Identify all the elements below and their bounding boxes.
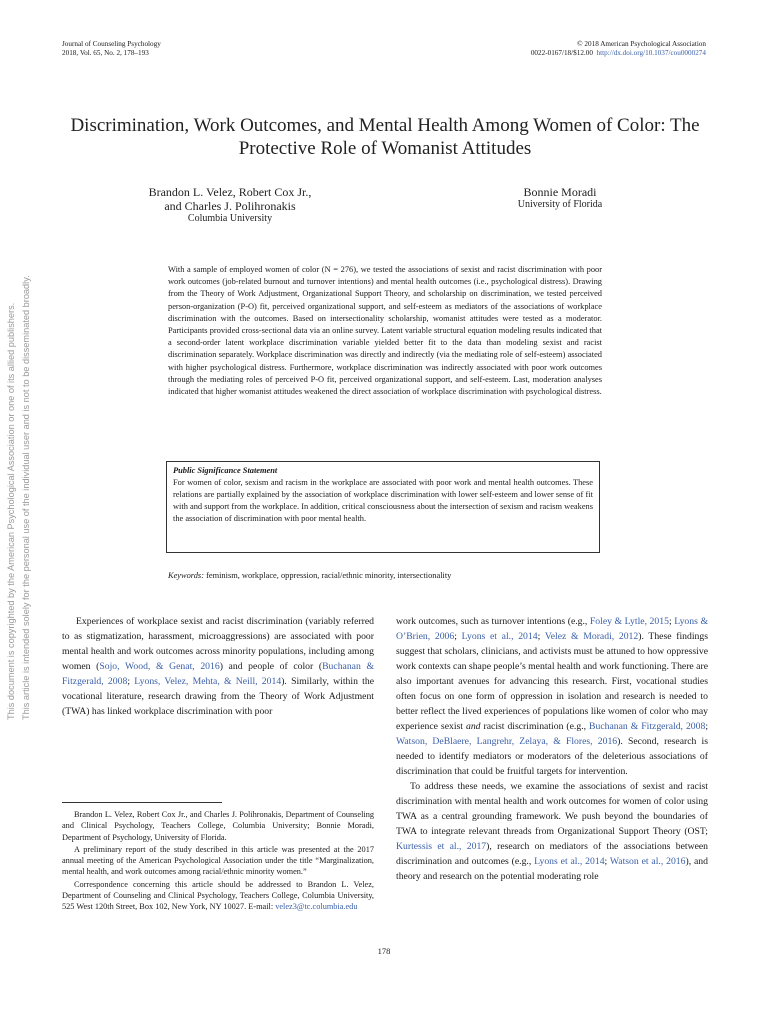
text-run: ; bbox=[537, 631, 545, 642]
copyright-sidebar-line-1: This document is copyrighted by the American Psychological Association or one of its allied publishers. bbox=[6, 302, 16, 720]
footnote-rule bbox=[62, 802, 222, 803]
text-run: ) and people of color ( bbox=[219, 661, 323, 672]
text-run: ), research on mediators of the associations between discrimination and outcomes (e.g., bbox=[396, 841, 709, 867]
page-number: 178 bbox=[377, 946, 391, 956]
citation-link[interactable]: Watson et al., 2016 bbox=[609, 856, 686, 867]
text-run: Correspondence concerning this article should be addressed to Brandon L. Velez, Department of Counseling and Clinical Psychology, Teachers College, Columbia University, 525 West 120th Street, Box 102, New York, NY 10027. E-mail: bbox=[62, 879, 374, 912]
text-run: ; bbox=[604, 856, 610, 867]
email-link[interactable]: velez3@tc.columbia.edu bbox=[275, 902, 358, 912]
citation-link[interactable]: Lyons et al., 2014 bbox=[534, 856, 605, 867]
text-run: ; bbox=[454, 631, 462, 642]
journal-name: Journal of Counseling Psychology bbox=[62, 40, 161, 48]
text-run: racist discrimination (e.g., bbox=[480, 721, 590, 732]
citation-link[interactable]: Kurtessis et al., 2017 bbox=[396, 841, 487, 852]
public-significance-text: For women of color, sexism and racism in the workplace are associated with poor work and mental health outcomes. These relations are partially explained by the association of workplace discrimination with lower self-esteem and lower sense of fit with and support from the workplace. In addition, critical consciousness about the intersection of sexism and racism weakens the association of discrimination with poor mental health. bbox=[173, 478, 593, 523]
citation-link[interactable]: Buchanan & Fitzgerald, 2008 bbox=[62, 661, 374, 687]
text-run: ). These findings suggest that scholars, clinicians, and activists must be attuned to how oppressive work contexts can shape people’s mental health and work functioning. There are also important avenues for advancing this research. First, vocational studies often focus on one form of oppression in isolation and research is needed to better reflect the lived experiences of populations like women of color who may experience sexist bbox=[396, 631, 708, 732]
body-column-2 bbox=[396, 614, 708, 884]
emphasis: and bbox=[465, 721, 481, 732]
journal-header-left bbox=[62, 40, 161, 58]
citation-link[interactable]: Lyons & O’Brien, 2006 bbox=[396, 616, 708, 642]
public-significance-title: Public Significance Statement bbox=[173, 466, 278, 475]
citation-link[interactable]: Foley & Lytle, 2015 bbox=[589, 616, 669, 627]
public-significance-box bbox=[166, 461, 600, 553]
text-run: ; bbox=[668, 616, 675, 627]
citation-link[interactable]: Lyons, Velez, Mehta, & Neill, 2014 bbox=[134, 676, 282, 687]
footnotes bbox=[62, 809, 374, 914]
text-run: ; bbox=[705, 721, 709, 732]
footnote-author-note: Brandon L. Velez, Robert Cox Jr., and Charles J. Polihronakis, Department of Counseling and Clinical Psychology, Teachers College, Columbia University; Bonnie Moradi, Department of Psychology, University of Florida. bbox=[62, 810, 374, 842]
paragraph bbox=[396, 614, 708, 779]
doi-link[interactable]: http://dx.doi.org/10.1037/cou0000274 bbox=[596, 49, 706, 57]
article-title: Discrimination, Work Outcomes, and Mental Health Among Women of Color: The Protective Role of Womanist Attitudes bbox=[70, 115, 700, 159]
author-affiliation-right: University of Florida bbox=[517, 199, 603, 210]
journal-volume: 2018, Vol. 65, No. 2, 178–193 bbox=[62, 49, 149, 57]
authors-left bbox=[100, 185, 360, 225]
journal-header-right bbox=[531, 40, 706, 58]
text-run: ). Similarly, within the vocational literature, research drawing from the Theory of Work Adjustment (TWA) has linked workplace discrimination with poor bbox=[62, 676, 374, 717]
citation-link[interactable]: Lyons et al., 2014 bbox=[461, 631, 538, 642]
copyright-sidebar-line-2: This article is intended solely for the personal use of the individual user and is not to be disseminated broadly. bbox=[21, 275, 31, 720]
text-run: Experiences of workplace sexist and racist discrimination (variably referred to as stigmatization, harassment, microaggressions) are associated with poor mental health and work outcomes across minority populations, including among women ( bbox=[62, 616, 374, 672]
copyright-notice: © 2018 American Psychological Association bbox=[577, 40, 706, 48]
text-run: ). Second, research is needed to identify mediators or moderators of the deleterious associations of discrimination that could be fruitful targets for intervention. bbox=[396, 736, 708, 777]
abstract: With a sample of employed women of color (N = 276), we tested the associations of sexist and racist discrimination with poor work outcomes (job-related burnout and turnover intentions) and mental health outcomes (i.e., psychological distress). Drawing from the Theory of Work Adjustment, Organizational Support Theory, and scholarship on discrimination, we tested perceived person-organization (P-O) fit, perceived organizational support, and self-esteem as mediators of the associations of workplace discrimination with the outcomes. Based on intersectionality scholarship, womanist attitudes were tested as a moderator. Participants provided cross-sectional data via an online survey. Latent variable structural equation modeling results indicated that a second-order latent workplace discrimination variable yielded better fit to the data than modeling sexist and racist discrimination separately. Workplace discrimination was directly and indirectly (via the mediating role of self-esteem) associated with higher psychological distress. Furthermore, workplace discrimination was indirectly associated with poor work outcomes through the mediating roles of perceived P-O fit, perceived organizational support, and self-esteem. Last, moderation analyses indicated that higher womanist attitudes weakened the direct association of workplace discrimination with psychological distress. bbox=[168, 265, 602, 397]
author-affiliation-left: Columbia University bbox=[187, 213, 273, 224]
paragraph bbox=[396, 779, 708, 884]
paragraph bbox=[62, 614, 374, 719]
citation-link[interactable]: Buchanan & Fitzgerald, 2008 bbox=[589, 721, 706, 732]
citation-link[interactable]: Sojo, Wood, & Genat, 2016 bbox=[99, 661, 220, 672]
keywords bbox=[168, 570, 602, 582]
text-run: To address these needs, we examine the associations of sexist and racist discrimination with mental health and work outcomes for women of color using TWA as a central grounding framework. We push beyond the boundaries of TWA to integrate relevant threads from Organizational Support Theory (OST; bbox=[396, 781, 708, 837]
text-run: ), and theory and research on the potential moderating role bbox=[396, 856, 708, 882]
keywords-label: Keywords: bbox=[168, 571, 204, 580]
author-line-2: and Charles J. Polihronakis bbox=[164, 199, 296, 213]
footnote-preliminary-report: A preliminary report of the study described in this article was presented at the 2017 annual meeting of the American Psychological Association under the title “Marginalization, mental health, and work outcomes among racial/ethnic minority women.” bbox=[62, 844, 374, 877]
text-run: work outcomes, such as turnover intentions (e.g., bbox=[396, 616, 590, 627]
body-column-1 bbox=[62, 614, 374, 719]
footnote-correspondence bbox=[62, 879, 374, 913]
citation-link[interactable]: Velez & Moradi, 2012 bbox=[544, 631, 639, 642]
author-line-1: Brandon L. Velez, Robert Cox Jr., bbox=[148, 185, 312, 199]
authors-right bbox=[480, 185, 640, 211]
keywords-text: feminism, workplace, oppression, racial/ethnic minority, intersectionality bbox=[206, 571, 452, 580]
issn-doi-line bbox=[531, 49, 706, 58]
issn: 0022-0167/18/$12.00 bbox=[530, 49, 593, 57]
citation-link[interactable]: Watson, DeBlaere, Langrehr, Zelaya, & Flores, 2016 bbox=[396, 736, 618, 747]
text-run: ; bbox=[127, 676, 135, 687]
author-name-right: Bonnie Moradi bbox=[523, 185, 597, 199]
